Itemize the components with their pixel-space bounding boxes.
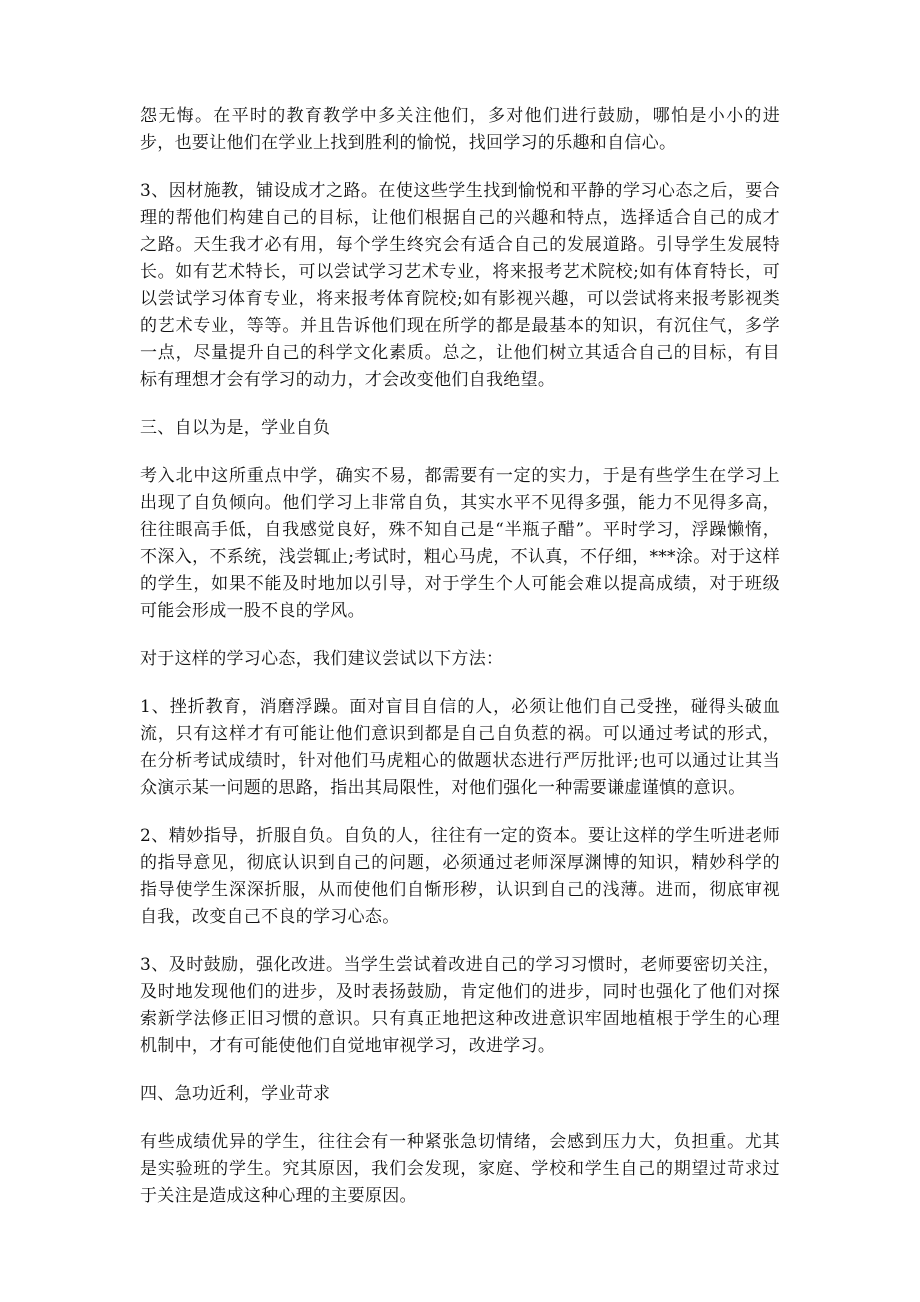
- paragraph-continuation: 怨无悔。在平时的教育教学中多关注他们，多对他们进行鼓励，哪怕是小小的进步，也要让他们在学业上找到胜利的愉悦，找回学习的乐趣和自信心。: [140, 106, 780, 153]
- paragraph-item-2-guidance: 2、精妙指导，折服自负。自负的人，往往有一定的资本。要让这样的学生听进老师的指导意见，彻底认识到自己的问题，必须通过老师深厚渊博的知识，精妙科学的指导使学生深深折服，从而使他们自惭形秽，认识到自己的浅薄。进而，彻底审视自我，改变自己不良的学习心态。: [140, 826, 780, 927]
- paragraph-eager-success: 有些成绩优异的学生，往往会有一种紧张急切情绪，会感到压力大，负担重。尤其是实验班的学生。究其原因，我们会发现，家庭、学校和学生自己的期望过苛求过于关注是造成这种心理的主要原因。: [140, 1132, 780, 1206]
- paragraph-item-3-personalized-teaching: 3、因材施教，铺设成才之路。在使这些学生找到愉悦和平静的学习心态之后，要合理的帮他们构建自己的目标，让他们根据自己的兴趣和特点，选择适合自己的成才之路。天生我才必有用，每个学生终究会有适合自己的发展道路。引导学生发展特长。如有艺术特长，可以尝试学习艺术专业，将来报考艺术院校;如有体育特长，可以尝试学习体育专业，将来报考体育院校;如有影视兴趣，可以尝试将来报考影视类的艺术专业，等等。并且告诉他们现在所学的都是最基本的知识，有沉住气，多学一点，尽量提升自己的科学文化素质。总之，让他们树立其适合自己的目标，有目标有理想才会有学习的动力，才会改变他们自我绝望。: [140, 181, 780, 390]
- paragraph-item-3-encouragement: 3、及时鼓励，强化改进。当学生尝试着改进自己的学习习惯时，老师要密切关注，及时地发现他们的进步，及时表扬鼓励，肯定他们的进步，同时也强化了他们对探索新学法修正旧习惯的意识。只有真正地把这种改进意识牢固地植根于学生的心理机制中，才有可能使他们自觉地审视学习，改进学习。: [140, 955, 780, 1056]
- document-body: [140, 103, 780, 1231]
- section-heading-three: 三、自以为是，学业自负: [140, 418, 331, 438]
- section-heading-four: 四、急功近利，学业苛求: [140, 1084, 331, 1104]
- paragraph-item-1-frustration-education: 1、挫折教育，消磨浮躁。面对盲目自信的人，必须让他们自己受挫，碰得头破血流，只有这样才有可能让他们意识到都是自己自负惹的祸。可以通过考试的形式，在分析考试成绩时，针对他们马虎粗心的做题状态进行严厉批评;也可以通过让其当众演示某一问题的思路，指出其局限性，对他们强化一种需要谦虚谨慎的意识。: [140, 697, 780, 798]
- paragraph-methods-intro: 对于这样的学习心态，我们建议尝试以下方法：: [140, 649, 504, 669]
- paragraph-self-conceit: 考入北中这所重点中学，确实不易，都需要有一定的实力，于是有些学生在学习上出现了自负倾向。他们学习上非常自负，其实水平不见得多强，能力不见得多高，往往眼高手低，自我感觉良好，殊不知自己是“半瓶子醋”。平时学习，浮躁懒惰，不深入，不系统，浅尝辄止;考试时，粗心马虎，不认真，不仔细，***涂。对于这样的学生，如果不能及时地加以引导，对于学生个人可能会难以提高成绩，对于班级可能会形成一股不良的学风。: [140, 466, 780, 621]
